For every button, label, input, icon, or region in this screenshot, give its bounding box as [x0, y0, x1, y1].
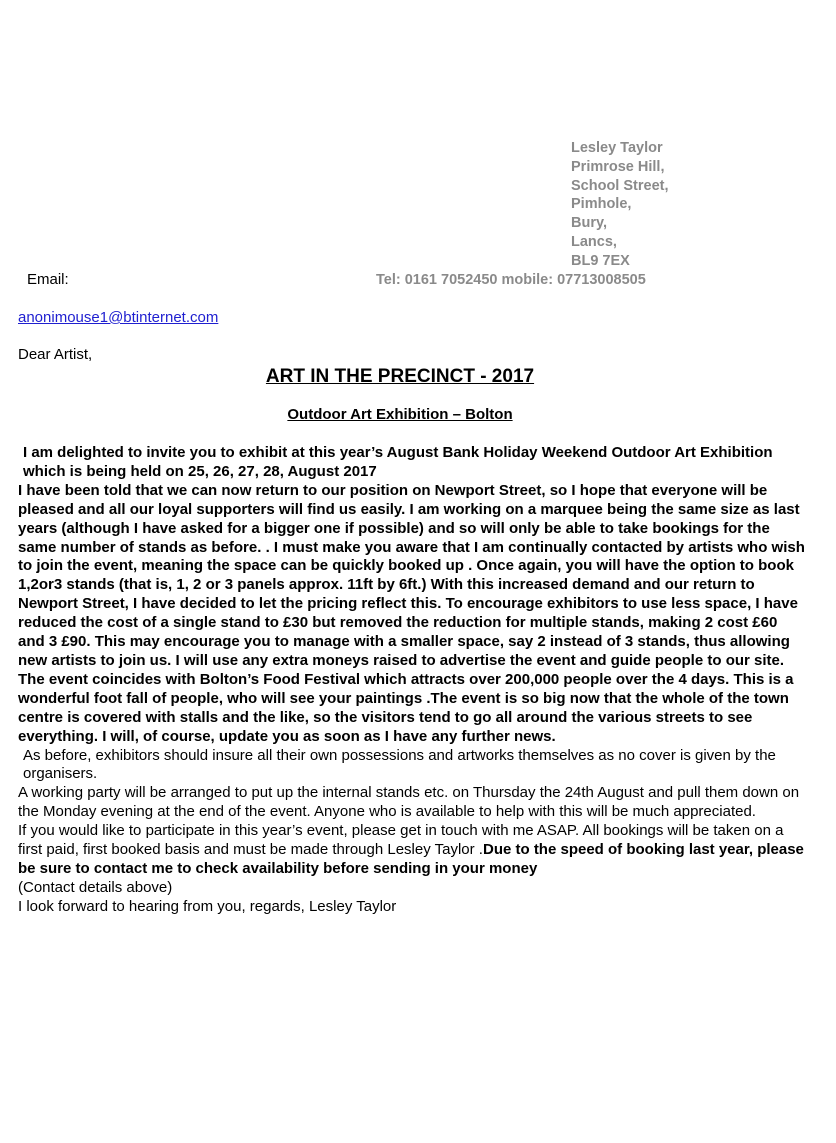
salutation: Dear Artist,: [18, 346, 93, 363]
telephone-line: Tel: 0161 7052450 mobile: 07713008505: [376, 272, 646, 288]
address-line: Bury,: [571, 215, 607, 232]
working-party-paragraph: A working party will be arranged to put up the internal stands etc. on Thursday the 24th August and pull them down on the Monday evening at the end of the event. Anyone who is available to help with this will be much appreciated.: [18, 784, 800, 821]
intro-paragraph: I am delighted to invite you to exhibit at this year’s August Bank Holiday Weekend Outdoor Art Exhibition which is being held on 25, 26, 27, 28, August 2017: [23, 444, 773, 480]
closing-line: I look forward to hearing from you, regards, Lesley Taylor: [18, 897, 397, 915]
insurance-paragraph: As before, exhibitors should insure all their own possessions and artworks themselves as no cover is given by the organisers.: [23, 746, 776, 783]
address-line: Lancs,: [571, 233, 617, 250]
participate-bold-text: Due to the speed of booking last year, please be sure to contact me to check availability before sending in your money: [18, 841, 804, 877]
email-link[interactable]: anonimouse1@btinternet.com: [18, 309, 219, 326]
letter-subtitle: Outdoor Art Exhibition – Bolton: [287, 406, 513, 423]
main-paragraph: I have been told that we can now return to our position on Newport Street, so I hope that everyone will be pleased and all our loyal supporters will find us easily. I am working on a marquee being the same size as last years (although I have asked for a bigger one if possible) and so will only be able to take bookings for the same number of stands as before. . I must make you aware that I am continually contacted by artists who wish to join the event, meaning the space can be quickly booked up . Once again, you will have the option to book 1,2or3 stands (that is, 1, 2 or 3 panels approx. 11ft by 6ft.) With this increased demand and our return to Newport Street, I have decided to let the pricing reflect this. To encourage exhibitors to use less space, I have reduced the cost of a single stand to £30 but removed the reduction for multiple stands, making 2 cost £60 and 3 £90. This may encourage you to manage with a smaller space, say 2 instead of 3 stands, thus allowing new artists to join us. I will use any extra moneys raised to advertise the event and guide people to our site. The event coincides with Bolton’s Food Festival which attracts over 200,000 people over the 4 days. This is a wonderful foot fall of people, who will see your paintings .The event is so big now that the whole of the town centre is covered with stalls and the like, so the visitors tend to go all around the various streets to see everything. I will, of course, update you as soon as I have any further news.: [18, 481, 805, 745]
letter-body: [18, 444, 808, 917]
sender-name: Lesley Taylor: [571, 140, 663, 156]
address-line: School Street,: [571, 177, 669, 194]
address-line: Pimhole,: [571, 196, 632, 213]
email-label: Email:: [27, 271, 69, 288]
contact-note: (Contact details above): [18, 878, 173, 896]
participate-paragraph: [18, 822, 808, 879]
letter-title: ART IN THE PRECINCT - 2017: [265, 366, 535, 387]
address-line: Primrose Hill,: [571, 158, 665, 175]
participate-text: If you would like to participate in this year’s event, please get in touch with me ASAP. All bookings will be taken on a first paid, first booked basis and must be made through Lesley Taylor .: [18, 822, 784, 859]
sender-address-block: [571, 139, 669, 271]
address-postcode: BL9 7EX: [571, 252, 630, 269]
